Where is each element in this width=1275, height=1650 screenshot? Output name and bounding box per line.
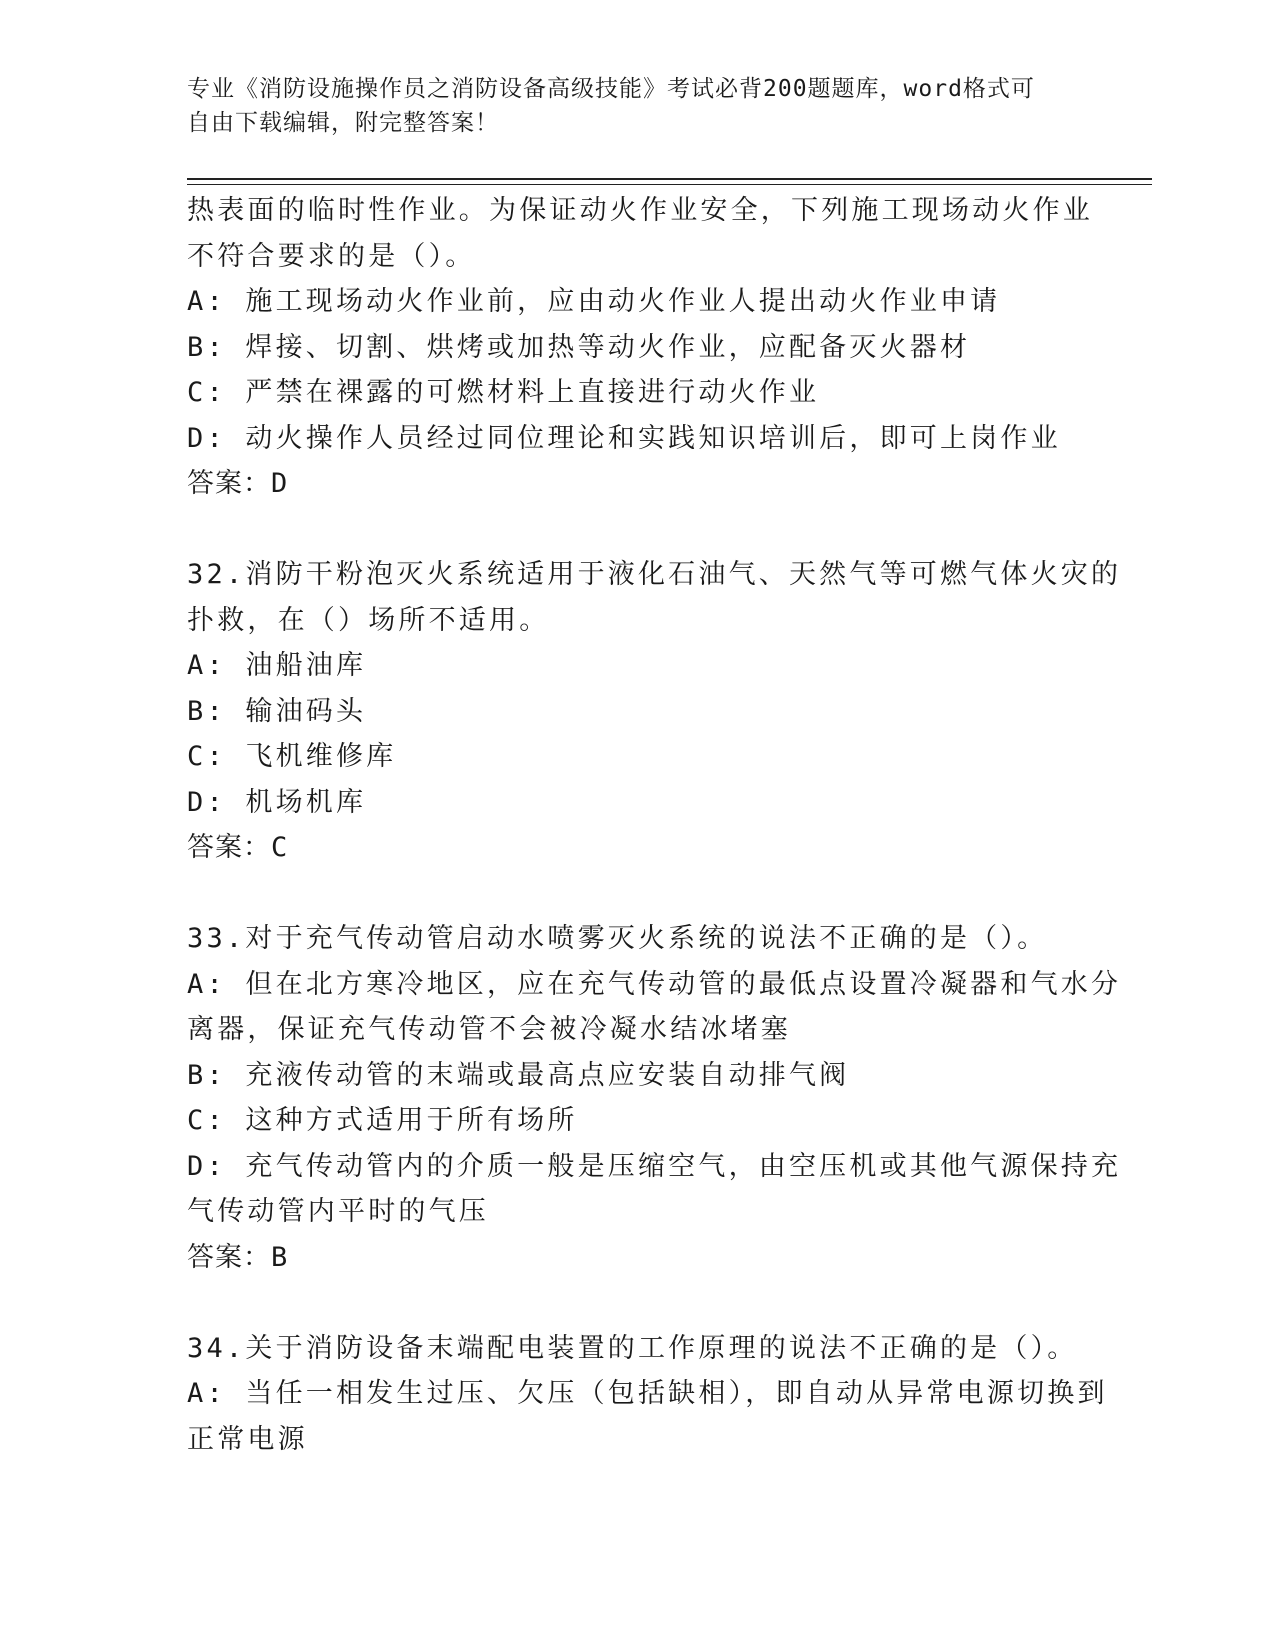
question-stem: 热表面的临时性作业。为保证动火作业安全，下列施工现场动火作业 bbox=[187, 195, 1093, 226]
question-list bbox=[187, 188, 1122, 1462]
option-d: D: 动火操作人员经过同位理论和实践知识培训后，即可上岗作业 bbox=[187, 422, 1061, 454]
question-stem: 32.消防干粉泡灭火系统适用于液化石油气、天然气等可燃气体火灾的 bbox=[187, 559, 1122, 590]
option-a-continued: 离器，保证充气传动管不会被冷凝水结冰堵塞 bbox=[187, 1014, 791, 1045]
question-34 bbox=[187, 1326, 1108, 1463]
question-32 bbox=[187, 552, 1122, 871]
spacer bbox=[187, 1280, 1077, 1326]
header-line-2: 自由下载编辑，附完整答案！ bbox=[187, 110, 499, 136]
answer-line bbox=[187, 825, 1077, 871]
option-c: C: 这种方式适用于所有场所 bbox=[187, 1105, 578, 1136]
question-stem: 不符合要求的是（）。 bbox=[187, 240, 476, 272]
question-33 bbox=[187, 916, 1122, 1280]
option-c: C: 严禁在裸露的可燃材料上直接进行动火作业 bbox=[187, 377, 820, 408]
header-divider-thin bbox=[187, 184, 1152, 185]
option-d-continued: 气传动管内平时的气压 bbox=[187, 1196, 489, 1227]
answer-value: C bbox=[271, 832, 289, 863]
header-divider-thick bbox=[187, 178, 1152, 180]
answer-value: D bbox=[271, 468, 289, 499]
question-31 bbox=[187, 188, 1093, 507]
option-a: A: 但在北方寒冷地区，应在充气传动管的最低点设置冷凝器和气水分 bbox=[187, 968, 1122, 1000]
answer-label: 答案： bbox=[187, 832, 271, 863]
option-a: A: 当任一相发生过压、欠压（包括缺相），即自动从异常电源切换到 bbox=[187, 1378, 1108, 1409]
option-b: B: 充液传动管的末端或最高点应安装自动排气阀 bbox=[187, 1059, 850, 1091]
option-a-continued: 正常电源 bbox=[187, 1423, 308, 1455]
option-b: B: 焊接、切割、烘烤或加热等动火作业，应配备灭火器材 bbox=[187, 331, 971, 363]
answer-label: 答案： bbox=[187, 1241, 271, 1273]
question-stem: 34.关于消防设备末端配电装置的工作原理的说法不正确的是（）。 bbox=[187, 1332, 1078, 1364]
question-stem: 扑救，在（）场所不适用。 bbox=[187, 604, 550, 636]
option-a: A: 施工现场动火作业前，应由动火作业人提出动火作业申请 bbox=[187, 286, 1001, 317]
option-b: B: 输油码头 bbox=[187, 695, 367, 727]
answer-line bbox=[187, 461, 1077, 507]
option-c: C: 飞机维修库 bbox=[187, 741, 397, 772]
option-d: D: 机场机库 bbox=[187, 786, 367, 818]
option-d: D: 充气传动管内的介质一般是压缩空气，由空压机或其他气源保持充 bbox=[187, 1150, 1122, 1182]
document-header bbox=[187, 72, 1087, 140]
answer-value: B bbox=[271, 1241, 289, 1273]
spacer bbox=[187, 507, 1077, 553]
question-stem: 33.对于充气传动管启动水喷雾灭火系统的说法不正确的是（）。 bbox=[187, 923, 1048, 954]
header-line-1: 专业《消防设施操作员之消防设备高级技能》考试必背200题题库，word格式可 bbox=[187, 76, 1035, 102]
answer-label: 答案： bbox=[187, 468, 271, 499]
answer-line bbox=[187, 1235, 1077, 1281]
spacer bbox=[187, 871, 1077, 917]
option-a: A: 油船油库 bbox=[187, 650, 367, 681]
